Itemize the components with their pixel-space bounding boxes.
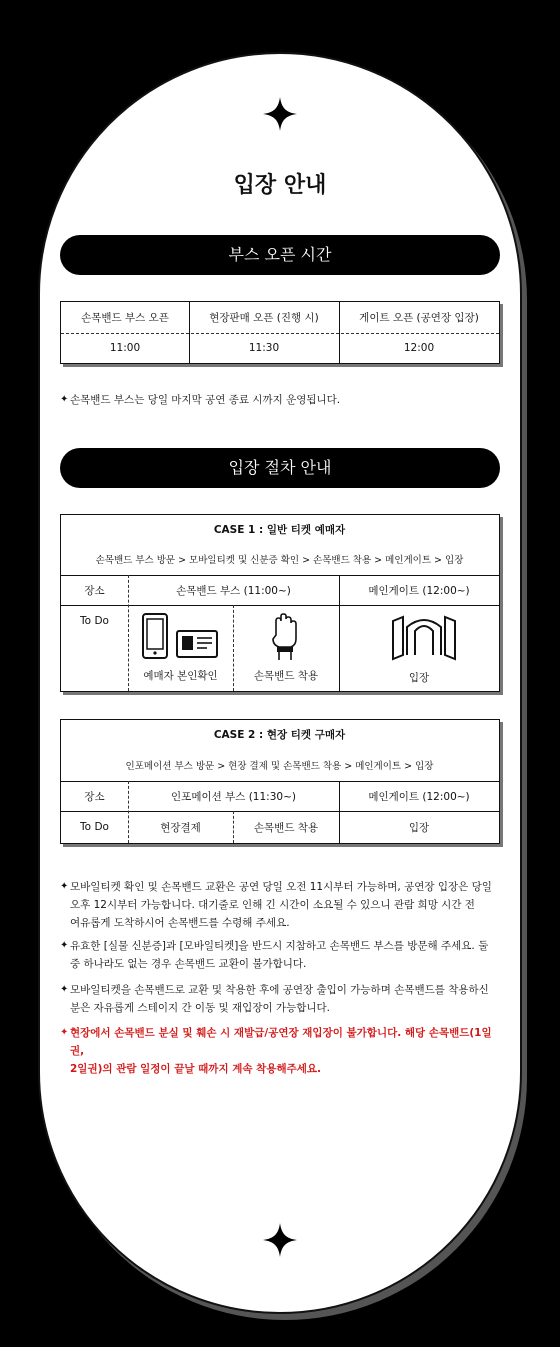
case1-table bbox=[60, 514, 500, 692]
bullet-icon: ✦ bbox=[60, 1027, 69, 1038]
bullet-icon: ✦ bbox=[60, 984, 69, 995]
note-2: ✦ 유효한 [실물 신분증]과 [모바일티켓]을 반드시 지참하고 손목밴드 부스를 방문해 주세요. 둘 중 하나라도 없는 경우 손목밴드 교환이 불가합니다. bbox=[60, 937, 500, 973]
case2-place-label: 장소 bbox=[84, 790, 105, 803]
case2-step2: 손목밴드 착용 bbox=[253, 821, 319, 834]
case1-flow: 손목밴드 부스 방문 > 모바일티켓 및 신분증 확인 > 손목밴드 착용 > 메인게이트 > 입장 bbox=[95, 555, 464, 566]
bullet-icon: ✦ bbox=[60, 881, 69, 892]
page-title: 입장 안내 bbox=[233, 173, 327, 198]
booth-time-1: 11:00 bbox=[109, 342, 141, 354]
sparkle-icon-top bbox=[263, 97, 297, 131]
case1-gate-label: 메인게이트 (12:00~) bbox=[368, 584, 470, 597]
booth-header-1: 손목밴드 부스 오픈 bbox=[81, 312, 169, 324]
phone-id-icon bbox=[141, 613, 221, 664]
case2-todo-label: To Do bbox=[80, 821, 109, 833]
note-3: ✦ 모바일티켓을 손목밴드로 교환 및 착용한 후에 공연장 출입이 가능하며 손목밴드를 착용하신 분은 자유롭게 스테이지 간 이동 및 재입장이 가능합니다. bbox=[60, 981, 500, 1017]
case2-title: CASE 2 : 현장 티켓 구매자 bbox=[213, 728, 346, 741]
booth-time-table bbox=[60, 301, 500, 364]
bullet-icon: ✦ bbox=[60, 394, 69, 405]
booth-header-3: 게이트 오픈 (공연장 입장) bbox=[359, 312, 479, 324]
case2-flow: 인포메이션 부스 방문 > 현장 결제 및 손목밴드 착용 > 메인게이트 > 입장 bbox=[125, 760, 434, 772]
booth-header-2: 현장판매 오픈 (진행 시) bbox=[209, 312, 319, 324]
case2-step1: 현장결제 bbox=[160, 821, 201, 834]
case1-place-label: 장소 bbox=[84, 584, 105, 597]
section-bar-procedure: 입장 절차 안내 bbox=[60, 448, 500, 488]
case1-title: CASE 1 : 일반 티켓 예매자 bbox=[213, 523, 346, 536]
section-bar-booth: 부스 오픈 시간 bbox=[60, 235, 500, 275]
case1-todo-label: To Do bbox=[80, 615, 109, 627]
booth-time-3: 12:00 bbox=[403, 342, 435, 354]
booth-note: ✦ 손목밴드 부스는 당일 마지막 공연 종료 시까지 운영됩니다. bbox=[60, 391, 500, 409]
case1-booth-label: 손목밴드 부스 (11:00~) bbox=[176, 584, 291, 597]
note-1: ✦ 모바일티켓 확인 및 손목밴드 교환은 공연 당일 오전 11시부터 가능하며, 공연장 입장은 당일 오후 12시부터 가능합니다. 대기줄로 인해 긴 시간이 소요될 수 있으니 관람 희망 시간 전 여유롭게 도착하시어 손목밴드를 수령해 주세요. bbox=[60, 878, 500, 932]
case2-step3: 입장 bbox=[408, 821, 430, 834]
sparkle-icon-bottom bbox=[263, 1223, 297, 1257]
case1-step2: 손목밴드 착용 bbox=[253, 669, 319, 682]
case1-step1: 예매자 본인확인 bbox=[143, 669, 218, 682]
case2-table bbox=[60, 719, 500, 844]
bullet-icon: ✦ bbox=[60, 940, 69, 951]
note-4-warning: ✦ 현장에서 손목밴드 분실 및 훼손 시 재발급/공연장 재입장이 불가합니다. 해당 손목밴드(1일권, 2일권)의 관람 일정이 끝날 때까지 계속 착용해주세요. bbox=[60, 1024, 500, 1078]
case2-gate-label: 메인게이트 (12:00~) bbox=[368, 790, 470, 803]
case1-step3: 입장 bbox=[408, 671, 430, 684]
booth-time-2: 11:30 bbox=[248, 342, 280, 354]
wristband-icon bbox=[269, 613, 299, 664]
gate-icon bbox=[391, 615, 457, 664]
case2-booth-label: 인포메이션 부스 (11:30~) bbox=[171, 790, 296, 803]
